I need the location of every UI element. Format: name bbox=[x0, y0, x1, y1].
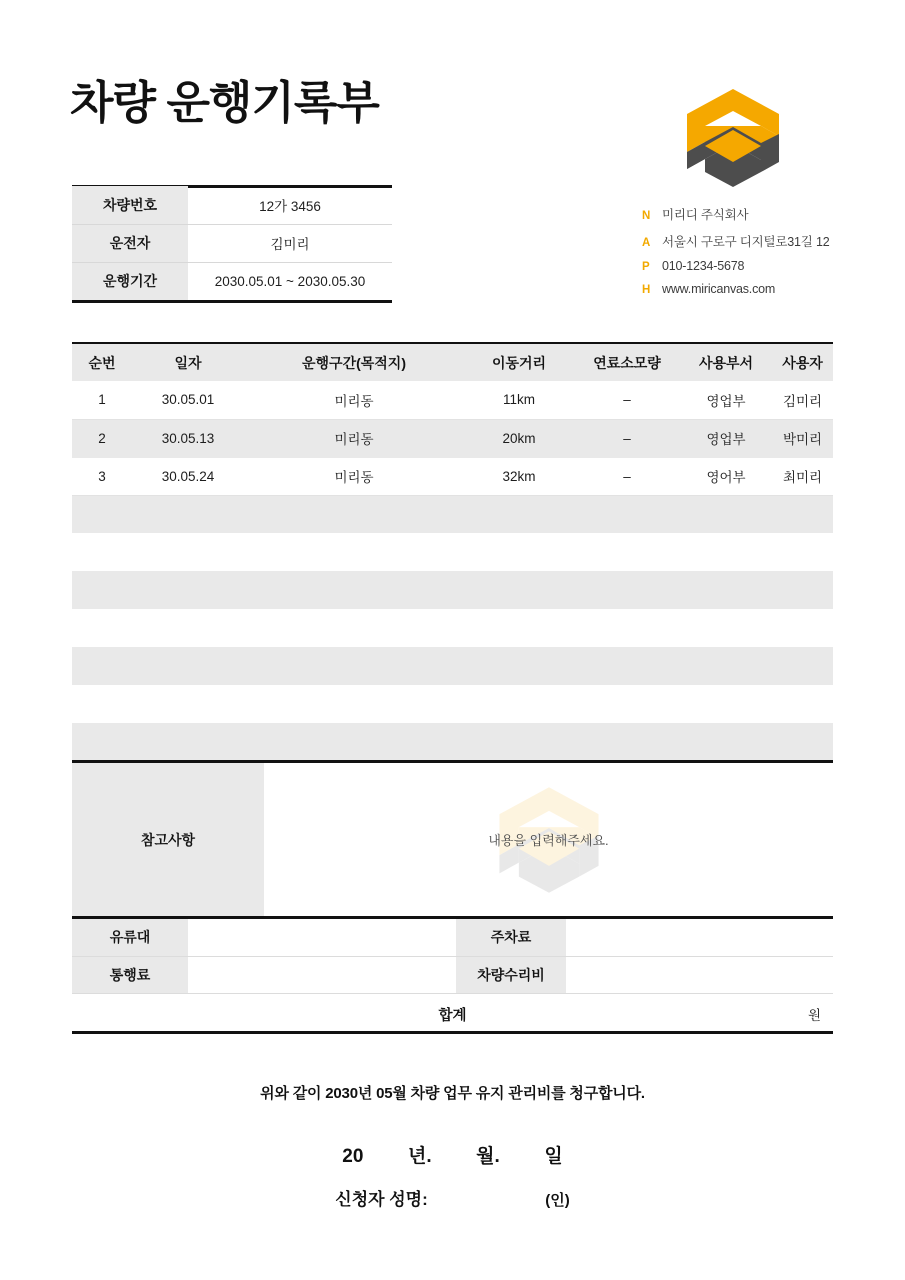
fee-value-parking[interactable] bbox=[566, 919, 833, 956]
claim-statement: 위와 같이 2030년 05월 차량 업무 유지 관리비를 청구합니다. bbox=[260, 1085, 645, 1102]
date-year-unit: 년. bbox=[407, 1146, 432, 1167]
notes-section bbox=[72, 763, 833, 916]
log-header-date: 일자 bbox=[132, 344, 244, 381]
contact-key-icon-a: A bbox=[642, 237, 651, 249]
cell-date[interactable] bbox=[132, 533, 244, 571]
contact-row-name bbox=[642, 205, 892, 223]
cell-route[interactable] bbox=[244, 609, 464, 647]
contact-row-homepage bbox=[642, 282, 892, 296]
cell-route[interactable] bbox=[244, 571, 464, 609]
cell-fuel[interactable] bbox=[574, 609, 680, 647]
cell-distance[interactable]: 20km bbox=[464, 419, 574, 457]
cell-distance[interactable] bbox=[464, 723, 574, 761]
cell-user[interactable]: 김미리 bbox=[772, 381, 833, 419]
cell-dept[interactable] bbox=[680, 495, 772, 533]
cell-no[interactable] bbox=[72, 495, 132, 533]
cell-route[interactable] bbox=[244, 723, 464, 761]
info-label-vehicle-number: 차량번호 bbox=[72, 186, 188, 224]
contact-value-phone: 010-1234-5678 bbox=[662, 259, 745, 273]
cell-no[interactable]: 3 bbox=[72, 457, 132, 495]
table-row[interactable] bbox=[72, 685, 833, 723]
cell-fuel[interactable] bbox=[574, 533, 680, 571]
contact-row-address bbox=[642, 232, 892, 250]
cell-distance[interactable] bbox=[464, 647, 574, 685]
log-header-distance: 이동거리 bbox=[464, 344, 574, 381]
cell-distance[interactable] bbox=[464, 685, 574, 723]
contact-value-homepage: www.miricanvas.com bbox=[662, 282, 776, 296]
table-row[interactable] bbox=[72, 571, 833, 609]
cell-fuel[interactable] bbox=[574, 647, 680, 685]
cell-date[interactable] bbox=[132, 609, 244, 647]
info-table-bottom-rule bbox=[72, 300, 392, 303]
vehicle-info-table bbox=[72, 186, 392, 300]
cell-no[interactable] bbox=[72, 647, 132, 685]
log-header-route: 운행구간(목적지) bbox=[244, 344, 464, 381]
log-header-dept: 사용부서 bbox=[680, 344, 772, 381]
cell-route[interactable] bbox=[244, 533, 464, 571]
cell-dept[interactable] bbox=[680, 723, 772, 761]
signature-date-line bbox=[0, 1141, 905, 1168]
cell-no[interactable] bbox=[72, 685, 132, 723]
cell-user[interactable] bbox=[772, 609, 833, 647]
cell-distance[interactable] bbox=[464, 571, 574, 609]
table-row[interactable] bbox=[72, 647, 833, 685]
cell-dept[interactable] bbox=[680, 685, 772, 723]
cell-dept[interactable] bbox=[680, 533, 772, 571]
cell-route[interactable]: 미리동 bbox=[244, 381, 464, 419]
cell-dept[interactable] bbox=[680, 647, 772, 685]
cell-no[interactable] bbox=[72, 609, 132, 647]
fee-label-parking: 주차료 bbox=[456, 919, 566, 956]
fee-row-toll-repair bbox=[72, 956, 833, 993]
cell-user[interactable] bbox=[772, 533, 833, 571]
fee-label-fuel: 유류대 bbox=[72, 919, 188, 956]
contact-key-icon-n: N bbox=[642, 210, 651, 222]
cell-route[interactable]: 미리동 bbox=[244, 457, 464, 495]
cell-fuel[interactable] bbox=[574, 685, 680, 723]
date-month-unit: 월. bbox=[476, 1146, 500, 1167]
contact-key-icon-h: H bbox=[642, 284, 651, 296]
info-row-vehicle-number bbox=[72, 186, 392, 224]
cell-route[interactable] bbox=[244, 647, 464, 685]
table-row[interactable] bbox=[72, 723, 833, 761]
cell-user[interactable] bbox=[772, 647, 833, 685]
cell-fuel[interactable]: – bbox=[574, 457, 680, 495]
cell-user[interactable] bbox=[772, 685, 833, 723]
page-title: 차량 운행기록부 bbox=[70, 77, 379, 128]
fee-label-repair: 차량수리비 bbox=[456, 956, 566, 993]
cell-route[interactable] bbox=[244, 495, 464, 533]
cell-distance[interactable] bbox=[464, 609, 574, 647]
cell-fuel[interactable]: – bbox=[574, 381, 680, 419]
contact-row-phone bbox=[642, 259, 892, 273]
fee-row-fuel-parking bbox=[72, 919, 833, 956]
table-row[interactable] bbox=[72, 533, 833, 571]
miricanvas-hex-logo-icon bbox=[681, 86, 785, 190]
cell-no[interactable] bbox=[72, 533, 132, 571]
currency-unit-label: 원 bbox=[807, 1008, 821, 1023]
log-header-no: 순번 bbox=[72, 344, 132, 381]
cell-fuel[interactable] bbox=[574, 571, 680, 609]
log-header-fuel: 연료소모량 bbox=[574, 344, 680, 381]
table-row[interactable] bbox=[72, 495, 833, 533]
contact-key-icon-p: P bbox=[642, 261, 650, 273]
cell-fuel[interactable]: – bbox=[574, 419, 680, 457]
signature-label: 신청자 성명: bbox=[335, 1190, 428, 1209]
cell-dept[interactable] bbox=[680, 609, 772, 647]
fee-value-toll[interactable] bbox=[188, 956, 456, 993]
seal-mark: (인) bbox=[545, 1192, 570, 1209]
fee-total-row bbox=[72, 996, 833, 1032]
cell-fuel[interactable] bbox=[574, 495, 680, 533]
cell-dept[interactable]: 영어부 bbox=[680, 457, 772, 495]
table-row[interactable] bbox=[72, 419, 833, 457]
cell-date[interactable] bbox=[132, 647, 244, 685]
date-year-prefix: 20 bbox=[342, 1146, 364, 1167]
cell-no[interactable]: 2 bbox=[72, 419, 132, 457]
info-value-vehicle-number[interactable]: 12가 3456 bbox=[188, 186, 392, 224]
notes-placeholder-text: 내용을 입력해주세요. bbox=[488, 833, 609, 848]
fee-table bbox=[72, 919, 833, 994]
cell-no[interactable] bbox=[72, 723, 132, 761]
cell-user[interactable]: 최미리 bbox=[772, 457, 833, 495]
cell-no[interactable]: 1 bbox=[72, 381, 132, 419]
cell-user[interactable]: 박미리 bbox=[772, 419, 833, 457]
log-header-row bbox=[72, 344, 833, 381]
fee-value-fuel[interactable] bbox=[188, 919, 456, 956]
date-day-unit: 일 bbox=[544, 1146, 563, 1167]
fee-table-wrap bbox=[72, 919, 833, 994]
contact-value-address: 서울시 구로구 디지털로31길 12 bbox=[662, 235, 830, 249]
info-row-period bbox=[72, 262, 392, 300]
cell-date[interactable] bbox=[132, 723, 244, 761]
cell-no[interactable] bbox=[72, 571, 132, 609]
cell-date[interactable]: 30.05.24 bbox=[132, 457, 244, 495]
contact-value-company: 미리디 주식회사 bbox=[662, 208, 749, 222]
cell-date[interactable] bbox=[132, 685, 244, 723]
signature-line bbox=[0, 1185, 905, 1210]
cell-date[interactable]: 30.05.13 bbox=[132, 419, 244, 457]
cell-fuel[interactable] bbox=[574, 723, 680, 761]
cell-distance[interactable] bbox=[464, 495, 574, 533]
cell-route[interactable] bbox=[244, 685, 464, 723]
fee-value-repair[interactable] bbox=[566, 956, 833, 993]
notes-input-area[interactable] bbox=[264, 763, 833, 916]
cell-distance[interactable]: 32km bbox=[464, 457, 574, 495]
table-row[interactable] bbox=[72, 381, 833, 419]
driving-log-table-wrap bbox=[72, 344, 833, 800]
notes-label: 참고사항 bbox=[72, 763, 264, 916]
log-header-user: 사용자 bbox=[772, 344, 833, 381]
cell-user[interactable] bbox=[772, 723, 833, 761]
info-label-driver: 운전자 bbox=[72, 224, 188, 262]
cell-date[interactable] bbox=[132, 495, 244, 533]
log-table-body bbox=[72, 381, 833, 799]
fee-label-toll: 통행료 bbox=[72, 956, 188, 993]
company-logo bbox=[681, 86, 785, 190]
company-contact-block bbox=[642, 205, 892, 305]
cell-dept[interactable]: 영업부 bbox=[680, 419, 772, 457]
info-value-period[interactable]: 2030.05.01 ~ 2030.05.30 bbox=[214, 273, 366, 289]
info-value-driver[interactable]: 김미리 bbox=[188, 224, 392, 262]
total-label: 합계 bbox=[438, 1007, 467, 1024]
cell-dept[interactable] bbox=[680, 571, 772, 609]
cell-user[interactable] bbox=[772, 571, 833, 609]
table-row[interactable] bbox=[72, 457, 833, 495]
table-row[interactable] bbox=[72, 609, 833, 647]
info-row-driver bbox=[72, 224, 392, 262]
cell-distance[interactable]: 11km bbox=[464, 381, 574, 419]
cell-user[interactable] bbox=[772, 495, 833, 533]
cell-dept[interactable]: 영업부 bbox=[680, 381, 772, 419]
cell-distance[interactable] bbox=[464, 533, 574, 571]
cell-date[interactable]: 30.05.01 bbox=[132, 381, 244, 419]
fee-table-bottom-rule bbox=[72, 1031, 833, 1034]
cell-date[interactable] bbox=[132, 571, 244, 609]
info-label-period: 운행기간 bbox=[72, 262, 188, 300]
cell-route[interactable]: 미리동 bbox=[244, 419, 464, 457]
driving-log-table bbox=[72, 344, 833, 800]
